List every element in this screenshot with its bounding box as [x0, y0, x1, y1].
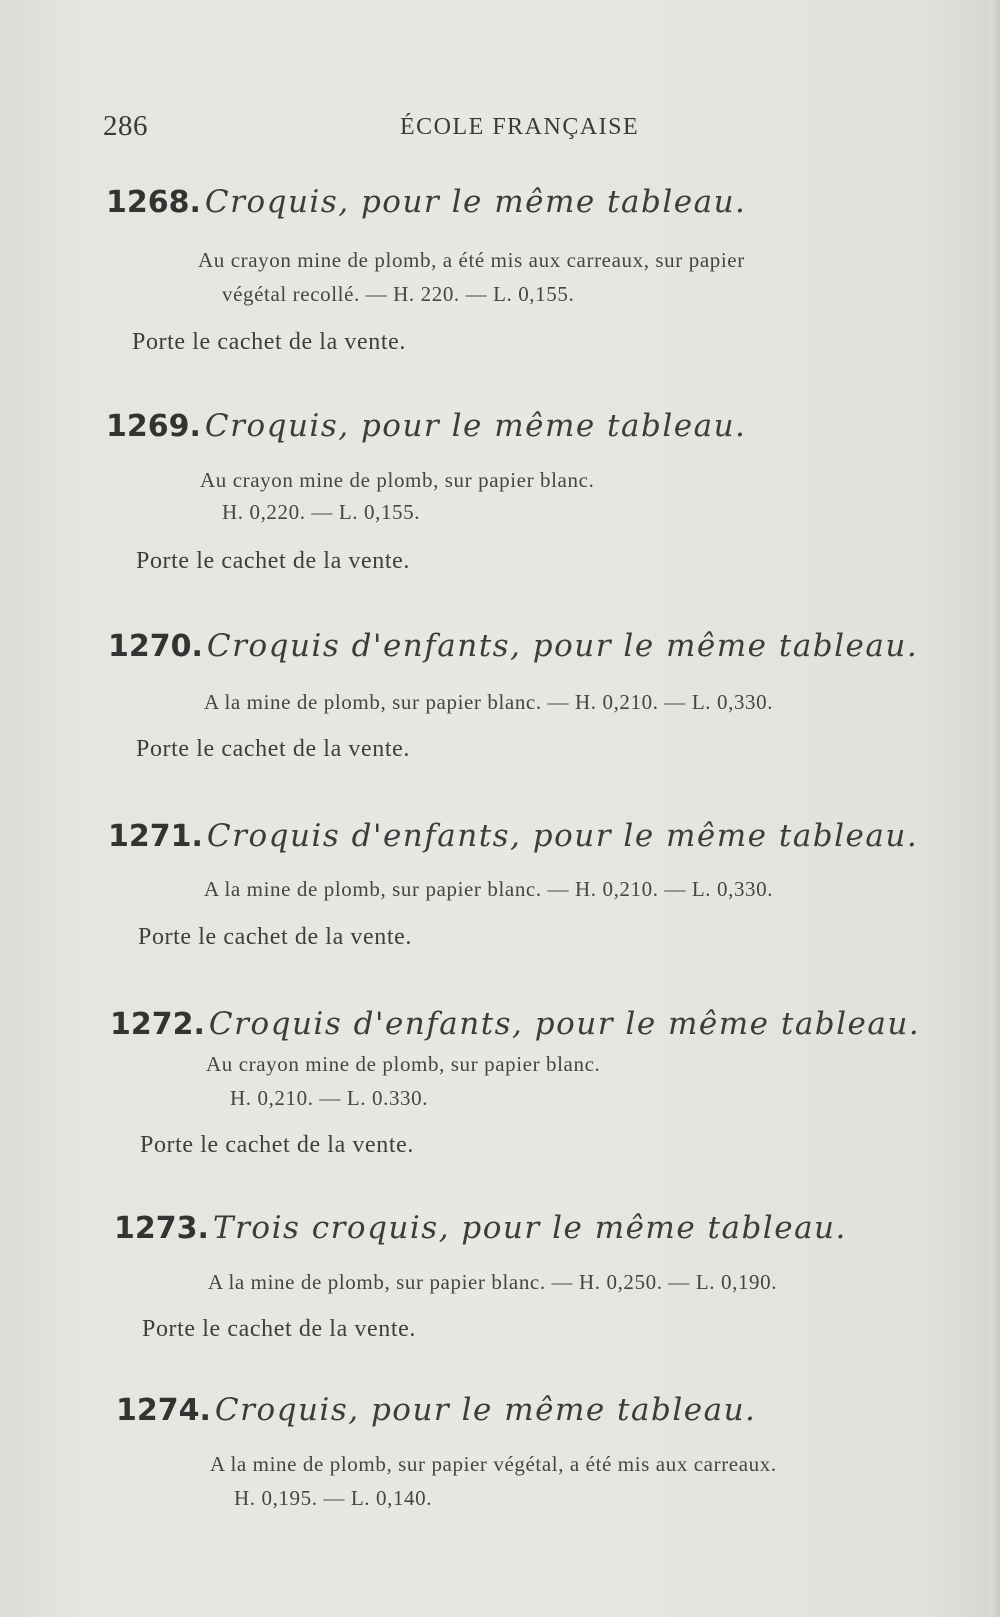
- entry-description: A la mine de plomb, sur papier blanc. — H. 0,210. — L. 0,330.: [204, 690, 774, 714]
- entry-heading: [106, 408, 746, 444]
- entry-note: Porte le cachet de la vente.: [132, 329, 407, 355]
- page-edge: [990, 0, 1000, 1617]
- entry-number: 1273.: [114, 1211, 209, 1246]
- entry-title: Croquis, pour le même tableau.: [214, 1392, 757, 1428]
- entry-note: Porte le cachet de la vente.: [140, 1132, 415, 1158]
- entry-heading: [108, 818, 918, 854]
- entry-title: Croquis, pour le même tableau.: [204, 408, 747, 444]
- entry-description: Au crayon mine de plomb, sur papier blanc.: [200, 468, 595, 492]
- running-title: ÉCOLE FRANÇAISE: [400, 114, 640, 140]
- entry-heading: [114, 1210, 847, 1246]
- page-number: 286: [103, 110, 148, 142]
- entry-title: Trois croquis, pour le même tableau.: [212, 1210, 847, 1246]
- entry-description: A la mine de plomb, sur papier blanc. — H. 0,210. — L. 0,330.: [204, 877, 774, 901]
- entry-number: 1269.: [106, 409, 201, 444]
- entry-number: 1271.: [108, 819, 203, 854]
- entry-note: Porte le cachet de la vente.: [136, 548, 411, 574]
- entry-description: végétal recollé. — H. 220. — L. 0,155.: [222, 282, 575, 306]
- entry-title: Croquis, pour le même tableau.: [204, 184, 747, 220]
- entry-number: 1268.: [106, 185, 201, 220]
- entry-description: A la mine de plomb, sur papier végétal, a été mis aux carreaux.: [210, 1452, 777, 1476]
- entry-description: H. 0,220. — L. 0,155.: [222, 500, 421, 524]
- entry-title: Croquis d'enfants, pour le même tableau.: [208, 1006, 921, 1042]
- entry-description: Au crayon mine de plomb, a été mis aux carreaux, sur papier: [198, 248, 745, 272]
- entry-description: Au crayon mine de plomb, sur papier blanc.: [206, 1052, 601, 1076]
- entry-note: Porte le cachet de la vente.: [136, 736, 411, 762]
- entry-heading: [106, 184, 746, 220]
- entry-heading: [110, 1006, 920, 1042]
- entry-note: Porte le cachet de la vente.: [142, 1316, 417, 1342]
- entry-description: A la mine de plomb, sur papier blanc. — H. 0,250. — L. 0,190.: [208, 1270, 778, 1294]
- entry-number: 1272.: [110, 1007, 205, 1042]
- entry-title: Croquis d'enfants, pour le même tableau.: [206, 818, 919, 854]
- entry-title: Croquis d'enfants, pour le même tableau.: [206, 628, 919, 664]
- entry-note: Porte le cachet de la vente.: [138, 924, 413, 950]
- entry-heading: [116, 1392, 756, 1428]
- entry-description: H. 0,195. — L. 0,140.: [234, 1486, 433, 1510]
- page-header: [103, 110, 658, 150]
- entry-heading: [108, 628, 918, 664]
- entry-description: H. 0,210. — L. 0.330.: [230, 1086, 429, 1110]
- entry-number: 1274.: [116, 1393, 211, 1428]
- entry-number: 1270.: [108, 629, 203, 664]
